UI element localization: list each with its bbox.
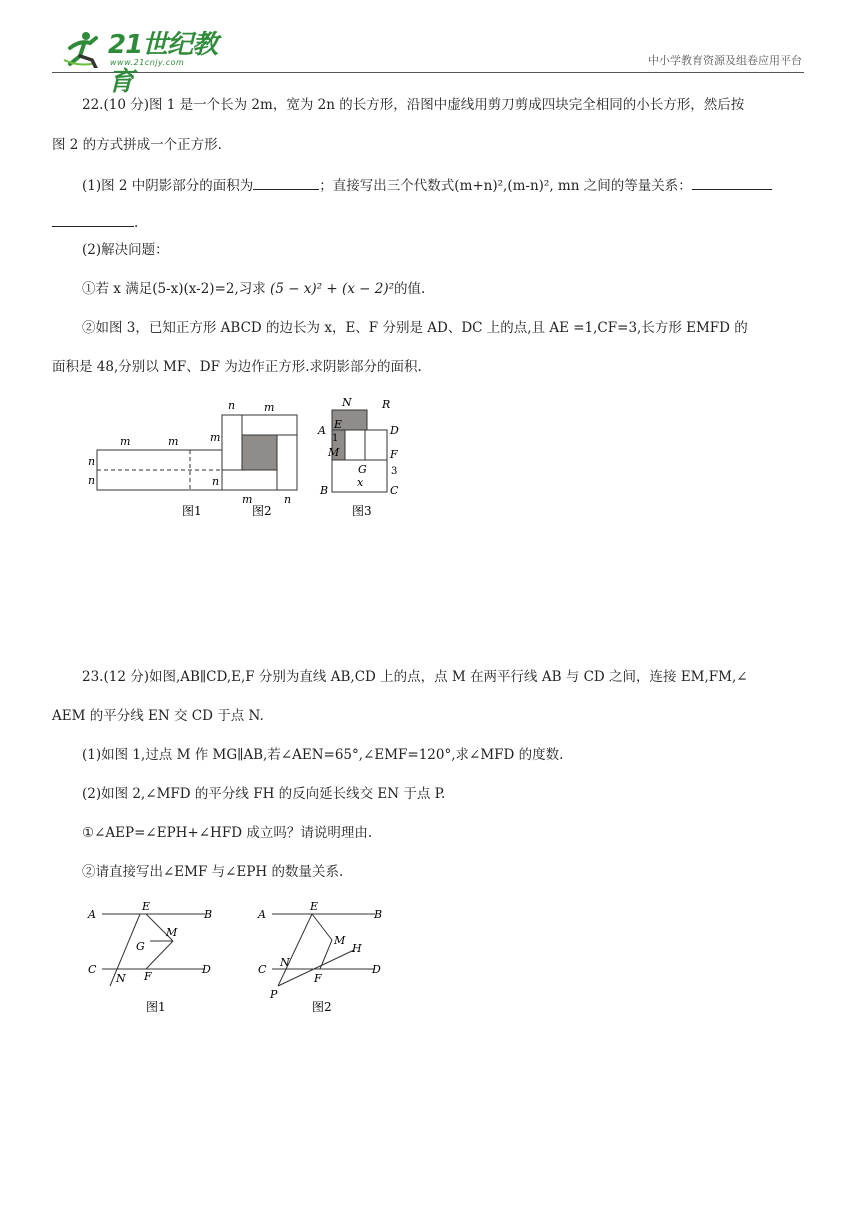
platform-tagline: 中小学教育资源及组卷应用平台 bbox=[648, 54, 802, 67]
q23-intro-line1: 23.(12 分)如图,AB∥CD,E,F 分别为直线 AB,CD 上的点，点 M 在两平行线 AB 与 CD 之间，连接 EM,FM,∠ bbox=[82, 669, 748, 685]
q22-part1-text-c: . bbox=[134, 215, 139, 231]
q22-sub2-line2: 面积是 48,分别以 MF、DF 为边作正方形.求阴影部分的面积. bbox=[52, 359, 422, 375]
q23f1-label-N: N bbox=[116, 972, 126, 985]
q22-fig2-caption: 图2 bbox=[252, 504, 272, 518]
fig2-label-n-top: n bbox=[228, 399, 236, 412]
q23-fig2-caption: 图2 bbox=[312, 1000, 332, 1014]
q22-figures bbox=[80, 395, 410, 525]
fig3-label-G: G bbox=[358, 463, 367, 476]
fig2-label-m-left: m bbox=[210, 431, 221, 444]
fig2-label-m-bottom: m bbox=[242, 493, 253, 506]
q23f2-label-M: M bbox=[334, 934, 346, 947]
runner-logo-icon bbox=[62, 30, 104, 68]
q23f1-label-F: F bbox=[144, 970, 152, 983]
q23f2-label-D: D bbox=[372, 963, 381, 976]
q22-figure3 bbox=[317, 396, 399, 497]
q23f2-label-E: E bbox=[310, 900, 319, 913]
fig1-label-n-top: n bbox=[88, 455, 96, 468]
fig3-label-C: C bbox=[390, 484, 399, 497]
q22-part1-text-a: (1)图 2 中阴影部分的面积为 bbox=[82, 178, 254, 194]
q23f2-label-B: B bbox=[374, 908, 383, 921]
q23-intro-line2: AEM 的平分线 EN 交 CD 于点 N. bbox=[52, 708, 264, 724]
q23-part1: (1)如图 1,过点 M 作 MG∥AB,若∠AEN=65°,∠EMF=120°,求∠MFD 的度数. bbox=[82, 747, 564, 763]
q23f1-label-D: D bbox=[202, 963, 211, 976]
q22-sub1-text-a: ①若 x 满足(5-x)(x-2)=2,习求 bbox=[82, 281, 271, 297]
q23-sub1: ①∠AEP=∠EPH+∠HFD 成立吗？请说明理由. bbox=[82, 825, 373, 841]
fig3-label-D: D bbox=[390, 424, 399, 437]
answer-blank[interactable] bbox=[692, 176, 772, 190]
q22-sub1-text-b: 的值. bbox=[394, 281, 426, 297]
q22-sub2-line1: ②如图 3，已知正方形 ABCD 的边长为 x，E、F 分别是 AD、DC 上的点,且 AE =1,CF=3,长方形 EMFD 的 bbox=[82, 320, 748, 336]
q22-part1-cont bbox=[52, 213, 812, 232]
fig2-shaded-square bbox=[242, 435, 277, 470]
q22-intro-line1: 22.(10 分)图 1 是一个长为 2m，宽为 2n 的长方形，沿图中虚线用剪刀剪成四块完全相同的小长方形，然后按 bbox=[82, 97, 745, 113]
q23f2-label-A: A bbox=[258, 908, 266, 921]
q23-fig1-caption: 图1 bbox=[146, 1000, 166, 1014]
fig3-label-1: 1 bbox=[332, 433, 339, 444]
q23f1-label-A: A bbox=[88, 908, 96, 921]
fig2-label-m-top: m bbox=[264, 401, 275, 414]
brand-name: 21世纪教育 bbox=[108, 30, 218, 97]
fig3-label-N: N bbox=[342, 396, 352, 409]
q23-sub2: ②请直接写出∠EMF 与∠EPH 的数量关系. bbox=[82, 864, 344, 880]
q22-part1-text-b: ；直接写出三个代数式(m+n)²,(m-n)², mn 之间的等量关系： bbox=[319, 178, 692, 194]
q23-part2: (2)如图 2,∠MFD 的平分线 FH 的反向延长线交 EN 于点 P. bbox=[82, 786, 446, 802]
fig3-label-R: R bbox=[382, 398, 391, 411]
q22-fig1-caption: 图1 bbox=[182, 504, 202, 518]
q23f1-label-M: M bbox=[166, 926, 178, 939]
fig3-label-M: M bbox=[328, 446, 340, 459]
q23-figure2 bbox=[257, 900, 382, 1001]
q23-figure1 bbox=[87, 900, 212, 986]
fig3-label-A: A bbox=[318, 424, 326, 437]
q22-fig3-caption: 图3 bbox=[352, 504, 372, 518]
q23f1-label-C: C bbox=[88, 963, 97, 976]
q23f2-label-C: C bbox=[258, 963, 267, 976]
q22-figure2 bbox=[210, 399, 297, 506]
fig1-label-n-bottom: n bbox=[88, 474, 96, 487]
brand-url: www.21cnjy.com bbox=[110, 58, 185, 67]
q22-sub1 bbox=[52, 280, 842, 298]
q22-intro-line2: 图 2 的方式拼成一个正方形. bbox=[52, 137, 222, 153]
answer-blank[interactable] bbox=[253, 176, 319, 190]
page-header bbox=[52, 28, 804, 97]
q23f2-label-H: H bbox=[352, 942, 362, 955]
q22-part1 bbox=[52, 176, 842, 195]
fig2-label-n-bottom: n bbox=[284, 493, 292, 506]
fig1-label-m-left: m bbox=[120, 435, 131, 448]
fig1-label-m-right: m bbox=[168, 435, 179, 448]
fig3-label-F: F bbox=[390, 448, 398, 461]
q23f2-label-F: F bbox=[314, 972, 322, 985]
q23f1-label-B: B bbox=[204, 908, 213, 921]
q22-sub1-formula: (5 − x)² + (x − 2)² bbox=[270, 281, 395, 297]
q23f1-label-E: E bbox=[142, 900, 151, 913]
q23f2-label-P: P bbox=[270, 988, 278, 1001]
brand-logo bbox=[62, 28, 237, 97]
fig3-label-B: B bbox=[320, 484, 329, 497]
q22-part2: (2)解决问题： bbox=[82, 242, 169, 258]
fig3-label-E: E bbox=[334, 418, 343, 431]
answer-blank[interactable] bbox=[52, 213, 134, 227]
fig2-label-n-left: n bbox=[212, 475, 220, 488]
q23f2-label-N: N bbox=[280, 956, 290, 969]
line-EP bbox=[278, 914, 312, 986]
q23f1-label-G: G bbox=[136, 940, 145, 953]
fig3-label-3: 3 bbox=[391, 466, 398, 477]
q23-figures bbox=[80, 898, 400, 1023]
fig3-label-x: x bbox=[357, 476, 364, 489]
